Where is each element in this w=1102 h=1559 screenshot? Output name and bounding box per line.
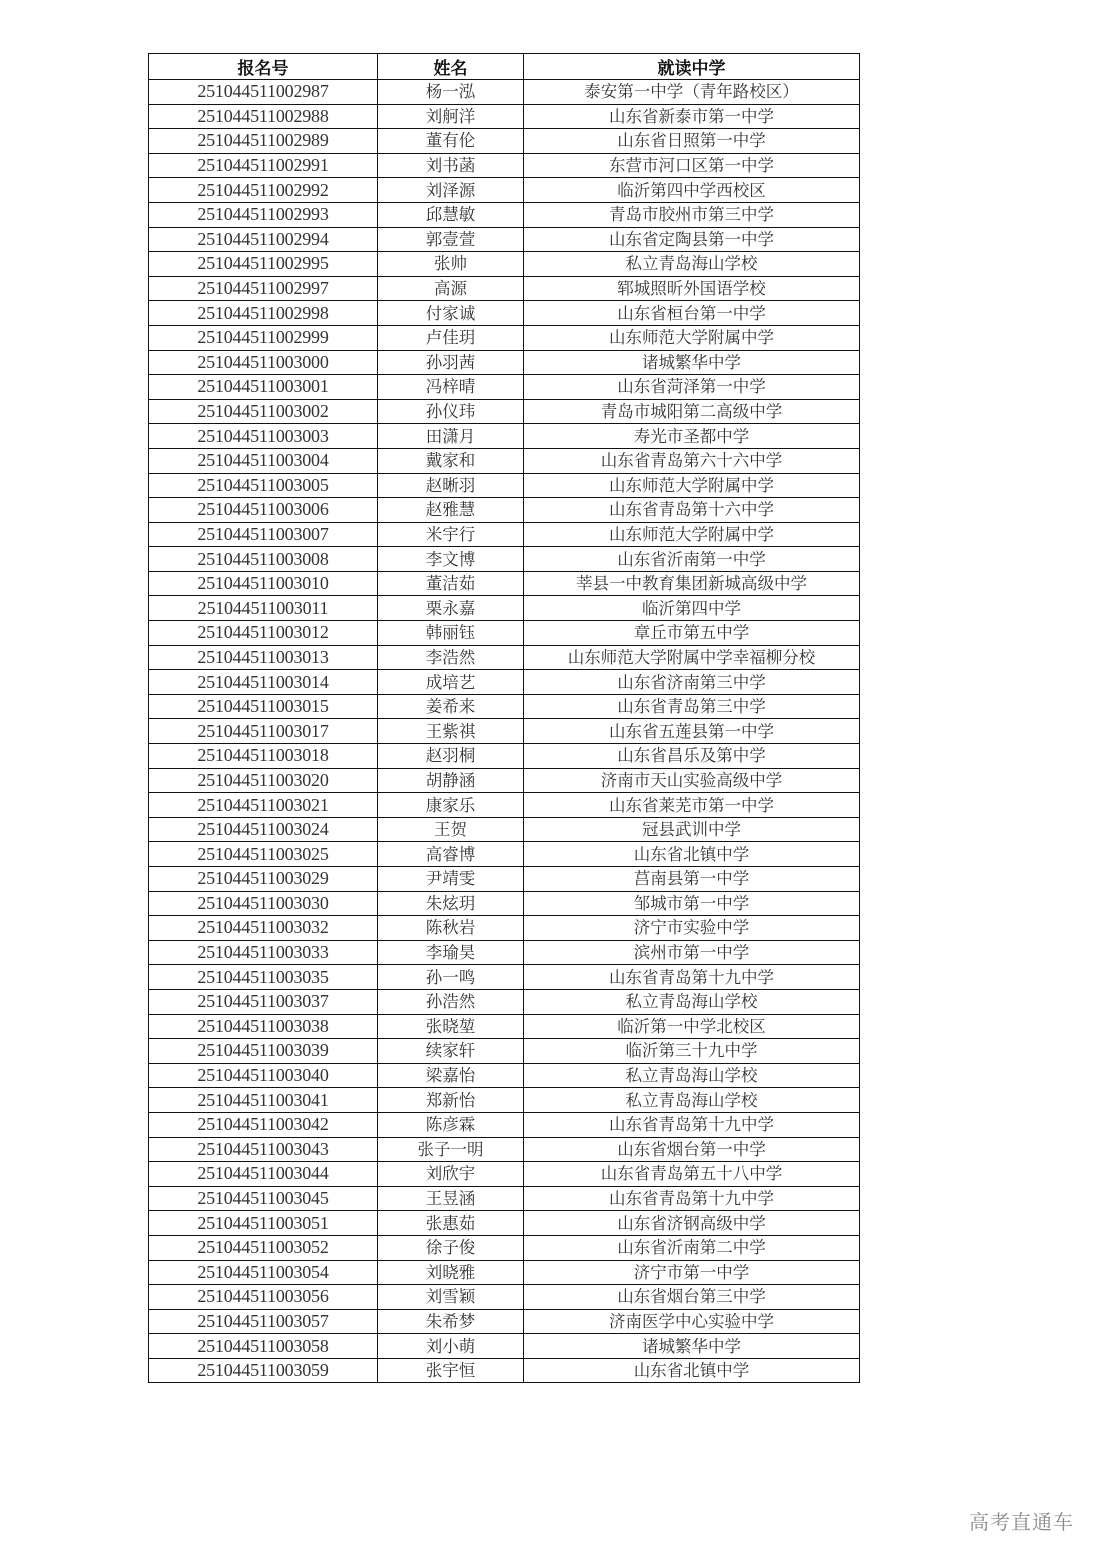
student-name-cell: 李瑜昊 [378, 940, 524, 965]
table-row [149, 867, 860, 892]
table-row [149, 547, 860, 572]
table-row [149, 817, 860, 842]
student-name-cell: 董有伦 [378, 129, 524, 154]
school-cell: 济宁市第一中学 [524, 1260, 860, 1285]
registration-number-cell: 251044511003010 [149, 571, 378, 596]
student-name-cell: 戴家和 [378, 448, 524, 473]
table-row [149, 80, 860, 105]
school-cell: 山东省济南第三中学 [524, 670, 860, 695]
registration-number-cell: 251044511003037 [149, 989, 378, 1014]
student-name-cell: 刘舸洋 [378, 104, 524, 129]
student-name-cell: 康家乐 [378, 793, 524, 818]
student-name-cell: 卢佳玥 [378, 325, 524, 350]
table-row [149, 768, 860, 793]
registration-number-cell: 251044511002988 [149, 104, 378, 129]
registration-number-cell: 251044511002989 [149, 129, 378, 154]
school-cell: 山东省日照第一中学 [524, 129, 860, 154]
student-name-cell: 朱希梦 [378, 1309, 524, 1334]
table-row [149, 276, 860, 301]
student-name-cell: 梁嘉怡 [378, 1063, 524, 1088]
registration-number-cell: 251044511003014 [149, 670, 378, 695]
school-cell: 山东省沂南第一中学 [524, 547, 860, 572]
school-cell: 青岛市城阳第二高级中学 [524, 399, 860, 424]
table-row [149, 1358, 860, 1383]
school-cell: 山东省新泰市第一中学 [524, 104, 860, 129]
school-cell: 私立青岛海山学校 [524, 252, 860, 277]
student-name-cell: 孙一鸣 [378, 965, 524, 990]
registration-number-cell: 251044511003018 [149, 744, 378, 769]
table-row [149, 916, 860, 941]
registration-number-cell: 251044511002997 [149, 276, 378, 301]
registration-number-cell: 251044511003024 [149, 817, 378, 842]
school-cell: 莒南县第一中学 [524, 867, 860, 892]
student-name-cell: 胡静涵 [378, 768, 524, 793]
school-cell: 山东省青岛第十六中学 [524, 498, 860, 523]
school-cell: 山东省昌乐及第中学 [524, 744, 860, 769]
student-name-cell: 尹靖雯 [378, 867, 524, 892]
table-row [149, 227, 860, 252]
school-cell: 山东省青岛第三中学 [524, 694, 860, 719]
table-row [149, 104, 860, 129]
student-name-cell: 杨一泓 [378, 80, 524, 105]
school-cell: 济南市天山实验高级中学 [524, 768, 860, 793]
school-cell: 私立青岛海山学校 [524, 1088, 860, 1113]
table-row [149, 252, 860, 277]
table-row [149, 153, 860, 178]
school-cell: 济宁市实验中学 [524, 916, 860, 941]
registration-number-cell: 251044511003001 [149, 375, 378, 400]
student-name-cell: 孙浩然 [378, 989, 524, 1014]
student-name-cell: 王昱涵 [378, 1186, 524, 1211]
school-cell: 山东省菏泽第一中学 [524, 375, 860, 400]
school-cell: 山东省桓台第一中学 [524, 301, 860, 326]
table-row [149, 1285, 860, 1310]
student-name-cell: 付家诚 [378, 301, 524, 326]
student-name-cell: 刘书菡 [378, 153, 524, 178]
student-name-cell: 米宇行 [378, 522, 524, 547]
student-name-cell: 张惠茹 [378, 1211, 524, 1236]
table-row [149, 1309, 860, 1334]
school-cell: 诸城繁华中学 [524, 1334, 860, 1359]
table-row [149, 621, 860, 646]
table-row [149, 473, 860, 498]
student-name-cell: 高源 [378, 276, 524, 301]
school-cell: 山东省五莲县第一中学 [524, 719, 860, 744]
table-row [149, 1063, 860, 1088]
table-row [149, 178, 860, 203]
table-row [149, 596, 860, 621]
student-name-cell: 续家轩 [378, 1039, 524, 1064]
school-cell: 诸城繁华中学 [524, 350, 860, 375]
registration-number-cell: 251044511003007 [149, 522, 378, 547]
table-row [149, 522, 860, 547]
registration-number-cell: 251044511003021 [149, 793, 378, 818]
school-cell: 山东省北镇中学 [524, 1358, 860, 1383]
registration-number-cell: 251044511003054 [149, 1260, 378, 1285]
student-name-cell: 张宇恒 [378, 1358, 524, 1383]
registration-number-cell: 251044511002998 [149, 301, 378, 326]
registration-number-cell: 251044511003052 [149, 1235, 378, 1260]
registration-number-cell: 251044511003041 [149, 1088, 378, 1113]
registration-number-cell: 251044511003006 [149, 498, 378, 523]
school-cell: 山东省沂南第二中学 [524, 1235, 860, 1260]
school-cell: 山东省青岛第十九中学 [524, 965, 860, 990]
registration-number-cell: 251044511003040 [149, 1063, 378, 1088]
school-cell: 山东省青岛第五十八中学 [524, 1162, 860, 1187]
school-cell: 郓城照昕外国语学校 [524, 276, 860, 301]
student-name-cell: 张子一明 [378, 1137, 524, 1162]
table-row [149, 793, 860, 818]
table-row [149, 498, 860, 523]
student-name-cell: 王贺 [378, 817, 524, 842]
registration-number-cell: 251044511003008 [149, 547, 378, 572]
table-row [149, 965, 860, 990]
table-row [149, 325, 860, 350]
registration-number-cell: 251044511003012 [149, 621, 378, 646]
student-name-cell: 赵雅慧 [378, 498, 524, 523]
school-cell: 山东省烟台第一中学 [524, 1137, 860, 1162]
registration-number-cell: 251044511003011 [149, 596, 378, 621]
school-cell: 临沂第三十九中学 [524, 1039, 860, 1064]
registration-number-cell: 251044511003045 [149, 1186, 378, 1211]
student-name-cell: 郑新怡 [378, 1088, 524, 1113]
registration-number-cell: 251044511002995 [149, 252, 378, 277]
student-name-cell: 孙羽茜 [378, 350, 524, 375]
student-name-cell: 刘小萌 [378, 1334, 524, 1359]
table-row [149, 989, 860, 1014]
registration-number-cell: 251044511003005 [149, 473, 378, 498]
school-cell: 私立青岛海山学校 [524, 989, 860, 1014]
table-row [149, 694, 860, 719]
table-body [149, 80, 860, 1383]
school-cell: 山东省青岛第十九中学 [524, 1112, 860, 1137]
student-name-cell: 王紫祺 [378, 719, 524, 744]
school-cell: 青岛市胶州市第三中学 [524, 202, 860, 227]
registration-number-cell: 251044511003030 [149, 891, 378, 916]
table-row [149, 350, 860, 375]
school-cell: 济南医学中心实验中学 [524, 1309, 860, 1334]
table-row [149, 571, 860, 596]
table-row [149, 1088, 860, 1113]
student-name-cell: 张晓堃 [378, 1014, 524, 1039]
student-name-cell: 姜希来 [378, 694, 524, 719]
school-cell: 滨州市第一中学 [524, 940, 860, 965]
school-cell: 山东师范大学附属中学幸福柳分校 [524, 645, 860, 670]
table-row [149, 448, 860, 473]
student-name-cell: 董洁茹 [378, 571, 524, 596]
registration-number-cell: 251044511003059 [149, 1358, 378, 1383]
header-registration-number: 报名号 [149, 54, 378, 80]
registration-number-cell: 251044511002994 [149, 227, 378, 252]
school-cell: 临沂第四中学西校区 [524, 178, 860, 203]
school-cell: 山东省定陶县第一中学 [524, 227, 860, 252]
student-name-cell: 韩丽钰 [378, 621, 524, 646]
student-name-cell: 成培艺 [378, 670, 524, 695]
student-name-cell: 张帅 [378, 252, 524, 277]
school-cell: 邹城市第一中学 [524, 891, 860, 916]
school-cell: 山东师范大学附属中学 [524, 473, 860, 498]
table-row [149, 744, 860, 769]
registration-number-cell: 251044511003020 [149, 768, 378, 793]
student-name-cell: 郭壹萱 [378, 227, 524, 252]
student-name-cell: 赵晰羽 [378, 473, 524, 498]
registration-number-cell: 251044511003044 [149, 1162, 378, 1187]
student-name-cell: 栗永嘉 [378, 596, 524, 621]
registration-number-cell: 251044511002992 [149, 178, 378, 203]
registration-number-cell: 251044511003056 [149, 1285, 378, 1310]
student-name-cell: 陈彦霖 [378, 1112, 524, 1137]
registration-number-cell: 251044511003035 [149, 965, 378, 990]
registration-number-cell: 251044511002991 [149, 153, 378, 178]
student-name-cell: 刘晓雅 [378, 1260, 524, 1285]
registration-number-cell: 251044511003017 [149, 719, 378, 744]
school-cell: 山东省北镇中学 [524, 842, 860, 867]
school-cell: 临沂第四中学 [524, 596, 860, 621]
student-name-cell: 赵羽桐 [378, 744, 524, 769]
student-name-cell: 孙仪玮 [378, 399, 524, 424]
table-row [149, 1039, 860, 1064]
table-row [149, 1334, 860, 1359]
school-cell: 山东省莱芜市第一中学 [524, 793, 860, 818]
student-name-cell: 李浩然 [378, 645, 524, 670]
watermark: 高考直通车 [969, 1510, 1074, 1534]
registration-number-cell: 251044511003051 [149, 1211, 378, 1236]
registration-number-cell: 251044511003004 [149, 448, 378, 473]
table-row [149, 719, 860, 744]
student-name-cell: 刘泽源 [378, 178, 524, 203]
school-cell: 冠县武训中学 [524, 817, 860, 842]
registration-number-cell: 251044511003038 [149, 1014, 378, 1039]
school-cell: 章丘市第五中学 [524, 621, 860, 646]
registration-number-cell: 251044511003029 [149, 867, 378, 892]
registration-number-cell: 251044511003043 [149, 1137, 378, 1162]
table-row [149, 940, 860, 965]
registration-number-cell: 251044511003013 [149, 645, 378, 670]
table-row [149, 842, 860, 867]
registration-number-cell: 251044511003033 [149, 940, 378, 965]
student-name-cell: 朱炫玥 [378, 891, 524, 916]
registration-number-cell: 251044511002999 [149, 325, 378, 350]
header-name: 姓名 [378, 54, 524, 80]
student-name-cell: 刘欣宇 [378, 1162, 524, 1187]
school-cell: 莘县一中教育集团新城高级中学 [524, 571, 860, 596]
school-cell: 山东省烟台第三中学 [524, 1285, 860, 1310]
student-name-cell: 陈秋岩 [378, 916, 524, 941]
table-row [149, 129, 860, 154]
registration-number-cell: 251044511002993 [149, 202, 378, 227]
table-row [149, 1235, 860, 1260]
table-row [149, 645, 860, 670]
student-name-cell: 田潇月 [378, 424, 524, 449]
student-name-cell: 徐子俊 [378, 1235, 524, 1260]
registration-number-cell: 251044511003003 [149, 424, 378, 449]
table-row [149, 1137, 860, 1162]
table-row [149, 399, 860, 424]
table-row [149, 1186, 860, 1211]
student-name-cell: 刘雪颖 [378, 1285, 524, 1310]
registration-number-cell: 251044511002987 [149, 80, 378, 105]
table-row [149, 1211, 860, 1236]
student-name-cell: 李文博 [378, 547, 524, 572]
table-row [149, 1112, 860, 1137]
table-header-row [149, 54, 860, 80]
table-row [149, 1162, 860, 1187]
registration-number-cell: 251044511003057 [149, 1309, 378, 1334]
registration-number-cell: 251044511003025 [149, 842, 378, 867]
table-row [149, 424, 860, 449]
registration-number-cell: 251044511003032 [149, 916, 378, 941]
school-cell: 山东省青岛第六十六中学 [524, 448, 860, 473]
table-row [149, 301, 860, 326]
student-name-cell: 邱慧敏 [378, 202, 524, 227]
table-row [149, 891, 860, 916]
registration-table [148, 53, 860, 1383]
registration-number-cell: 251044511003058 [149, 1334, 378, 1359]
header-school: 就读中学 [524, 54, 860, 80]
school-cell: 山东师范大学附属中学 [524, 325, 860, 350]
school-cell: 东营市河口区第一中学 [524, 153, 860, 178]
school-cell: 私立青岛海山学校 [524, 1063, 860, 1088]
school-cell: 寿光市圣都中学 [524, 424, 860, 449]
student-name-cell: 高睿博 [378, 842, 524, 867]
registration-number-cell: 251044511003015 [149, 694, 378, 719]
table-row [149, 670, 860, 695]
school-cell: 山东省青岛第十九中学 [524, 1186, 860, 1211]
school-cell: 泰安第一中学（青年路校区） [524, 80, 860, 105]
registration-number-cell: 251044511003002 [149, 399, 378, 424]
registration-number-cell: 251044511003000 [149, 350, 378, 375]
student-name-cell: 冯梓晴 [378, 375, 524, 400]
table-row [149, 1014, 860, 1039]
school-cell: 山东师范大学附属中学 [524, 522, 860, 547]
table-row [149, 202, 860, 227]
school-cell: 临沂第一中学北校区 [524, 1014, 860, 1039]
registration-number-cell: 251044511003039 [149, 1039, 378, 1064]
school-cell: 山东省济钢高级中学 [524, 1211, 860, 1236]
registration-number-cell: 251044511003042 [149, 1112, 378, 1137]
table-row [149, 1260, 860, 1285]
table-row [149, 375, 860, 400]
